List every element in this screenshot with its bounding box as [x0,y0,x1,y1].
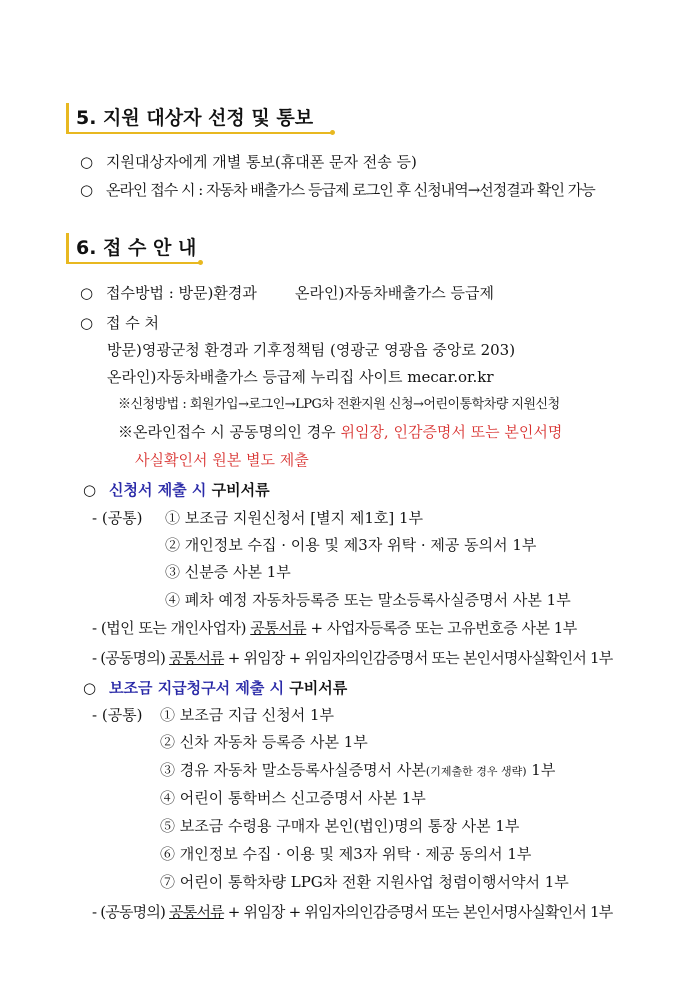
bullet: ○ [80,181,94,199]
section-6-title: 6. 접 수 안 내 [76,237,197,259]
section-5-item [80,152,417,172]
note-method: ※신청방법 : 회원가입→로그인→LPG차 전환지원 신청→어린이통학차량 지원신청 [118,397,560,412]
app-docs-title [83,480,270,500]
label: - (공동명의) [92,903,170,921]
label: - (법인 또는 개인사업자) [92,619,251,637]
bullet: ○ [83,679,97,697]
title-blue: 보조금 지급청구서 제출 시 [109,679,285,697]
claim-common-label: - (공통) [92,706,143,724]
app-doc-item: ① 보조금 지원신청서 [별지 제1호] 1부 [165,509,424,527]
item-text: ③ 경유 자동차 말소등록사실증명서 사본 [160,761,426,779]
section-5-title: 5. 지원 대상자 선정 및 통보 [76,107,314,129]
heading-accent-bar [66,103,69,133]
claim-doc-item: ② 신차 자동차 등록증 사본 1부 [160,733,368,751]
claim-doc-item: ⑥ 개인정보 수집 · 이용 및 제3자 위탁 · 제공 동의서 1부 [160,845,532,863]
title-rest: 구비서류 [284,679,348,697]
common-docs-link: 공통서류 [169,903,224,921]
method-text: 접수방법 : 방문)환경과 온라인)자동차배출가스 등급제 [106,284,494,302]
claim-docs-title [83,678,347,698]
place-label: 접 수 처 [106,314,160,332]
rest: + 위임장 + 위임자의인감증명서 또는 본인서명사실확인서 1부 [223,649,613,667]
place-online: 온라인)자동차배출가스 등급제 누리집 사이트 mecar.or.kr [107,368,494,386]
app-joint-line [92,648,612,668]
heading-underline [66,132,332,134]
app-doc-item: ③ 신분증 사본 1부 [165,563,291,581]
note-joint [118,422,562,442]
bullet: ○ [80,153,94,171]
method-line [80,283,494,303]
label: - (공동명의) [92,649,170,667]
item-note: (기제출한 경우 생략) [425,765,527,778]
app-common-label: - (공통) [92,509,143,527]
common-docs-link: 공통서류 [169,649,224,667]
bullet: ○ [80,284,94,302]
heading-underline-dot [330,130,335,135]
section-5-item [80,180,595,200]
note-text: ※온라인접수 시 공동명의인 경우 [118,423,341,441]
claim-doc-item [160,760,555,782]
rest: + 위임장 + 위임자의인감증명서 또는 본인서명사실확인서 1부 [223,903,613,921]
claim-joint-line [92,902,612,922]
bullet: ○ [83,481,97,499]
heading-accent-bar [66,233,69,263]
app-doc-item: ② 개인정보 수집 · 이용 및 제3자 위탁 · 제공 동의서 1부 [165,536,537,554]
note-red-text: 사실확인서 원본 별도 제출 [135,451,309,469]
note-red-text: 위임장, 인감증명서 또는 본인서명 [340,423,563,441]
claim-doc-item: ⑤ 보조금 수령용 구매자 본인(법인)명의 통장 사본 1부 [160,817,520,835]
common-docs-link: 공통서류 [250,619,307,637]
item-end: 1부 [526,761,556,779]
claim-doc-item: ① 보조금 지급 신청서 1부 [160,706,335,724]
place-line [80,313,159,333]
heading-underline-dot [198,260,203,265]
title-rest: 구비서류 [206,481,270,499]
claim-doc-item: ⑦ 어린이 통학차량 LPG차 전환 지원사업 청렴이행서약서 1부 [160,873,569,891]
claim-doc-item: ④ 어린이 통학버스 신고증명서 사본 1부 [160,789,426,807]
app-corp-line [92,618,577,638]
rest: + 사업자등록증 또는 고유번호증 사본 1부 [306,619,577,637]
place-visit: 방문)영광군청 환경과 기후정책팀 (영광군 영광읍 중앙로 203) [107,341,516,359]
app-doc-item: ④ 폐차 예정 자동차등록증 또는 말소등록사실증명서 사본 1부 [165,591,571,609]
item-text: 지원대상자에게 개별 통보(휴대폰 문자 전송 등) [106,153,417,171]
heading-underline [66,262,200,264]
item-text: 온라인 접수 시 : 자동차 배출가스 등급제 로그인 후 신청내역→선정결과 확인 가능 [106,181,595,199]
bullet: ○ [80,314,94,332]
title-blue: 신청서 제출 시 [109,481,207,499]
